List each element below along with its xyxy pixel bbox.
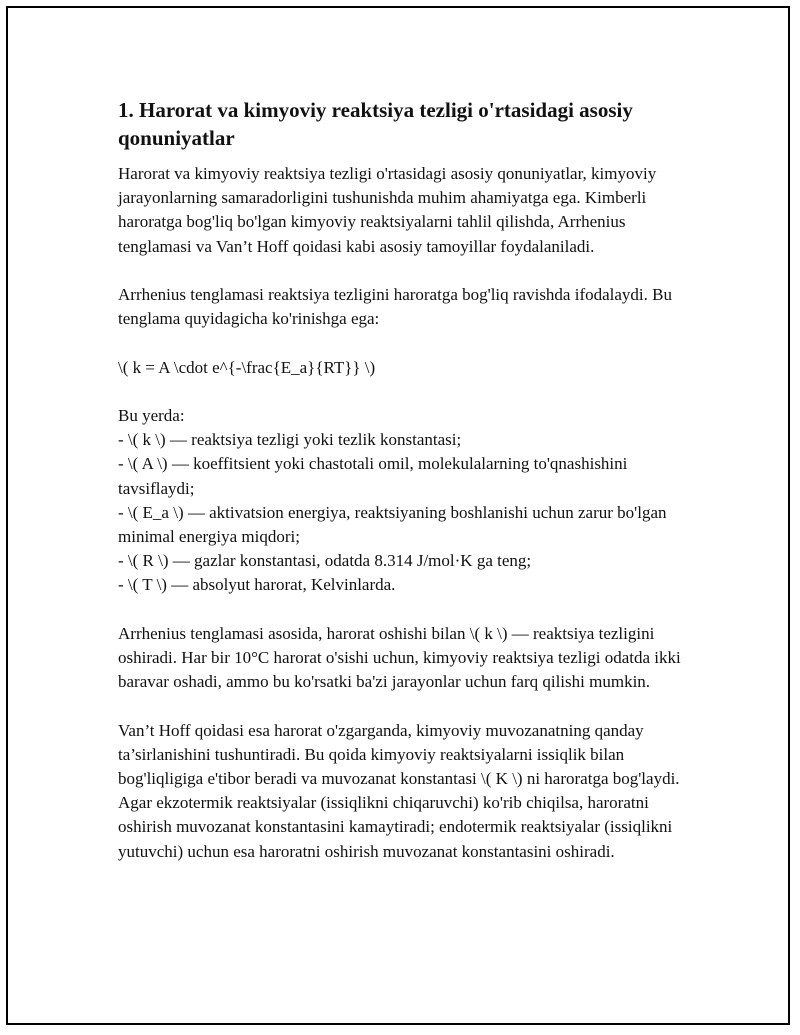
intro-paragraph: Harorat va kimyoviy reaktsiya tezligi o'rtasidagi asosiy qonuniyatlar, kimyoviy jarayonlarning samaradorligini tushunishda muhim ahamiyatga ega. Kimberli haroratga bog'liq bo'lgan kimyoviy reaktsiyalarni tahlil qilishda, Arrhenius tenglamasi va Van’t Hoff qoidasi kabi asosiy tamoyillar foydalaniladi.	[118, 164, 657, 256]
paragraph-gap	[118, 598, 698, 622]
definition-item-t: - \( T \) — absolyut harorat, Kelvinlarda.	[118, 575, 396, 595]
where-label: Bu yerda:	[118, 405, 185, 425]
section-heading: 1. Harorat va kimyoviy reaktsiya tezligi o'rtasidagi asosiy qonuniyatlar	[118, 98, 633, 150]
definition-item-a: - \( A \) — koeffitsient yoki chastotali omil, molekulalarning to'qnashishini tavsiflaydi;	[118, 454, 628, 498]
paragraph-gap	[118, 694, 698, 718]
vant-hoff-paragraph: Van’t Hoff qoidasi esa harorat o'zgarganda, kimyoviy muvozanatning qanday ta’sirlanishini tushuntiradi. Bu qoida kimyoviy reaktsiyalarni issiqlik bilan bog'liqligiga e'tibor beradi va muvozanat konstantasi \( K \) ni haroratga bog'laydi. Agar ekzotermik reaktsiyalar (issiqlikni chiqaruvchi) ko'rib chiqilsa, haroratni oshirish muvozanat konstantasini kamaytiradi; endotermik reaktsiyalar (issiqlikni yutuvchi) uchun esa haroratni oshirish muvozanat konstantasini oshiradi.	[118, 720, 680, 861]
arrhenius-effect-paragraph: Arrhenius tenglamasi asosida, harorat oshishi bilan \( k \) — reaktsiya tezligini oshiradi. Har bir 10°C harorat o'sishi uchun, kimyoviy reaktsiya tezligi odatda ikki baravar oshadi, ammo bu ko'rsatki ba'zi jarayonlar uchun farq qilishi mumkin.	[118, 623, 681, 692]
definition-item-ea: - \( E_a \) — aktivatsion energiya, reaktsiyaning boshlanishi uchun zarur bo'lgan minimal energiya miqdori;	[118, 502, 667, 546]
definitions-block	[118, 404, 698, 598]
formula-line: \( k = A \cdot e^{-\frac{E_a}{RT}} \)	[118, 357, 376, 377]
document-body	[118, 96, 698, 864]
paragraph-gap	[118, 331, 698, 355]
arrhenius-intro-paragraph: Arrhenius tenglamasi reaktsiya tezligini haroratga bog'liq ravishda ifodalaydi. Bu tenglama quyidagicha ko'rinishga ega:	[118, 285, 672, 329]
definition-item-r: - \( R \) — gazlar konstantasi, odatda 8.314 J/mol·K ga teng;	[118, 551, 532, 571]
definition-item-k: - \( k \) — reaktsiya tezligi yoki tezlik konstantasi;	[118, 430, 462, 450]
paragraph-gap	[118, 259, 698, 283]
paragraph-gap	[118, 380, 698, 404]
